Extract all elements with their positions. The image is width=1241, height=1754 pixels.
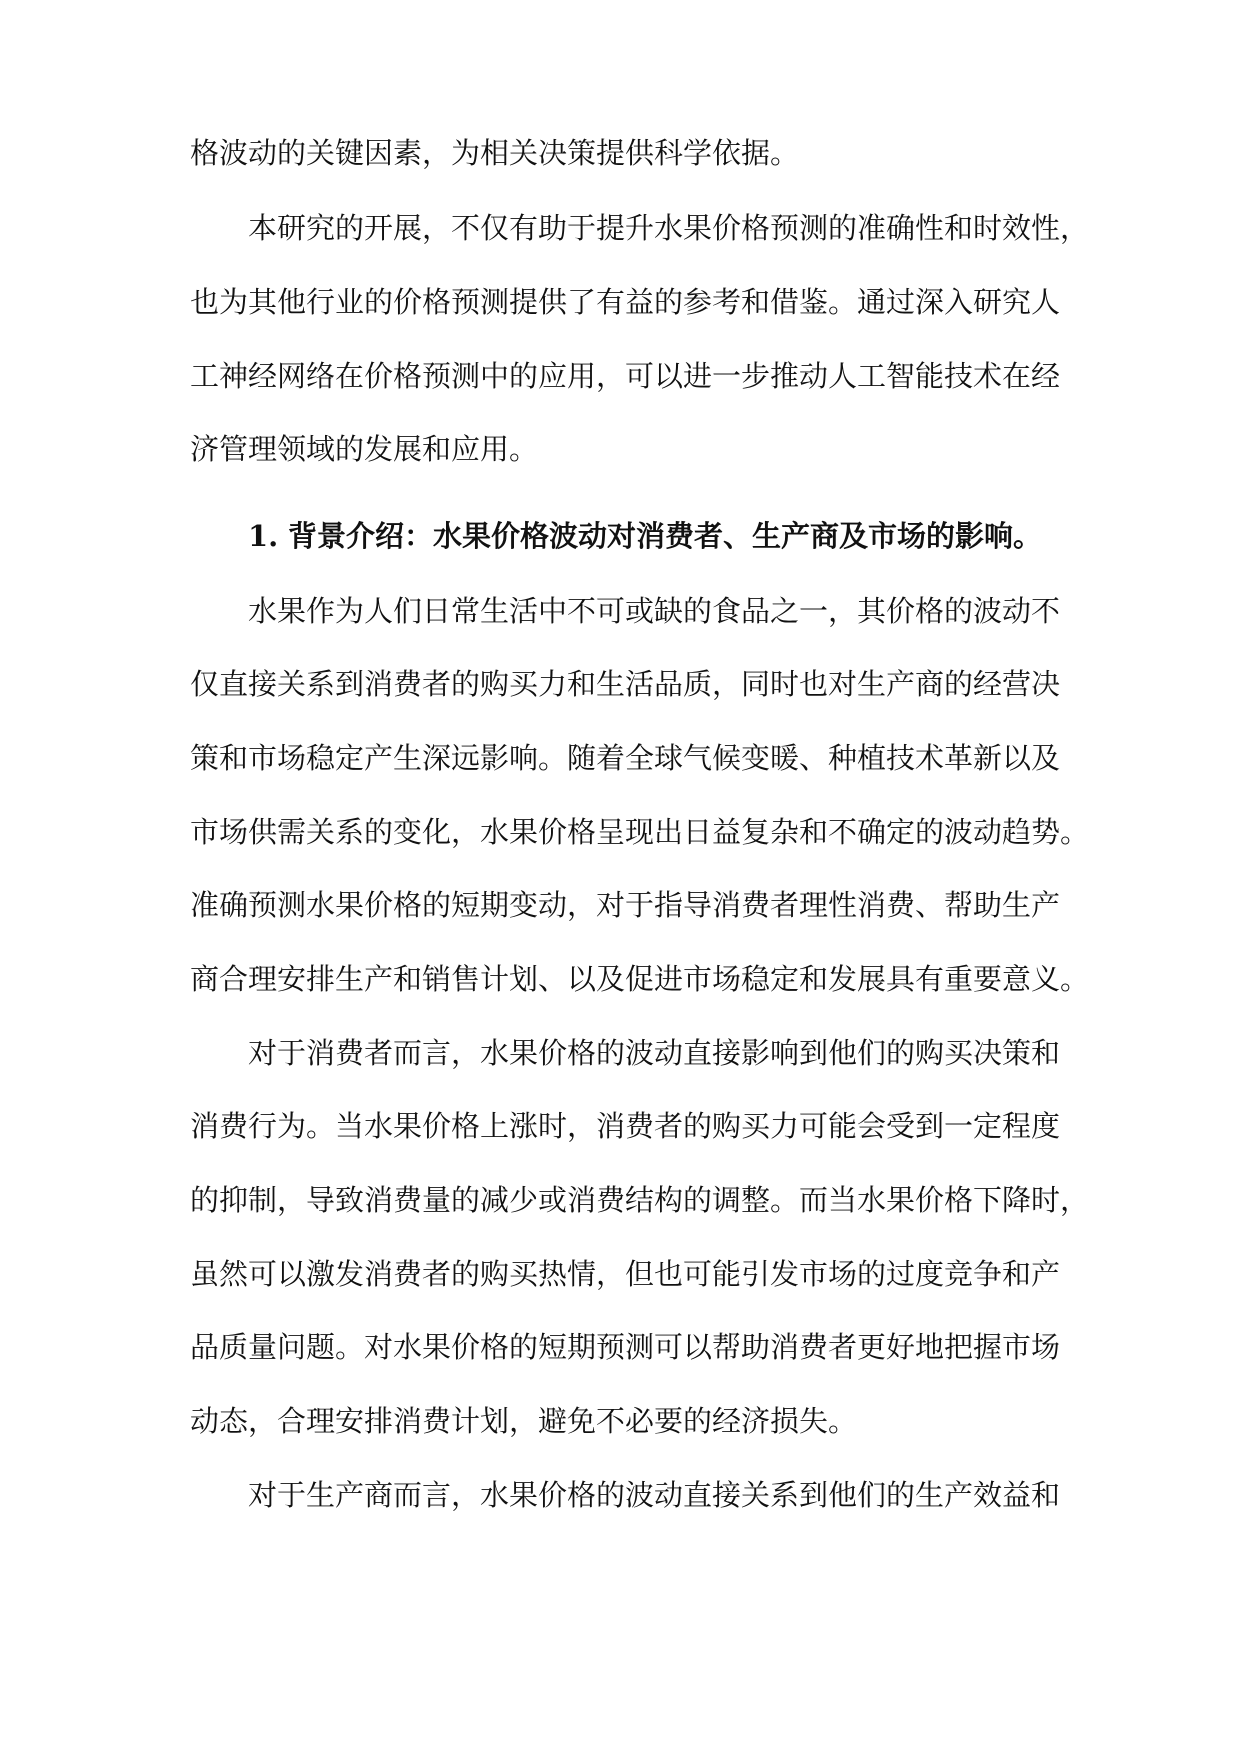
paragraph-line: 商合理安排生产和销售计划、以及促进市场稳定和发展具有重要意义。: [190, 962, 1090, 996]
paragraph-line: 动态，合理安排消费计划，避免不必要的经济损失。: [190, 1404, 858, 1438]
paragraph-line: 虽然可以激发消费者的购买热情，但也可能引发市场的过度竞争和产: [190, 1257, 1061, 1291]
paragraph-line: 策和市场稳定产生深远影响。随着全球气候变暖、种植技术革新以及: [190, 741, 1061, 775]
intro-continuation-line: 格波动的关键因素，为相关决策提供科学依据。: [190, 136, 800, 170]
paragraph-line: 品质量问题。对水果价格的短期预测可以帮助消费者更好地把握市场: [190, 1330, 1061, 1364]
paragraph-line: 仅直接关系到消费者的购买力和生活品质，同时也对生产商的经营决: [190, 667, 1061, 701]
paragraph-line: 消费行为。当水果价格上涨时，消费者的购买力可能会受到一定程度: [190, 1109, 1061, 1143]
paragraph-line: 也为其他行业的价格预测提供了有益的参考和借鉴。通过深入研究人: [190, 285, 1061, 319]
paragraph-line: 工神经网络在价格预测中的应用，可以进一步推动人工智能技术在经: [190, 359, 1061, 393]
paragraph-line: 的抑制，导致消费量的减少或消费结构的调整。而当水果价格下降时，: [190, 1183, 1090, 1217]
paragraph-line: 本研究的开展，不仅有助于提升水果价格预测的准确性和时效性，: [248, 211, 1090, 245]
section-number: 1.: [248, 519, 279, 553]
paragraph-line: 准确预测水果价格的短期变动，对于指导消费者理性消费、帮助生产: [190, 888, 1061, 922]
paragraph-line: 对于生产商而言，水果价格的波动直接关系到他们的生产效益和: [248, 1478, 1061, 1512]
paragraph-line: 济管理领域的发展和应用。: [190, 432, 539, 466]
paragraph-line: 对于消费者而言，水果价格的波动直接影响到他们的购买决策和: [248, 1036, 1061, 1070]
section-heading: [248, 500, 1058, 572]
paragraph-line: 水果作为人们日常生活中不可或缺的食品之一，其价格的波动不: [248, 594, 1061, 628]
section-title: 背景介绍：水果价格波动对消费者、生产商及市场的影响。: [288, 519, 1043, 553]
paragraph-line: 市场供需关系的变化，水果价格呈现出日益复杂和不确定的波动趋势。: [190, 815, 1090, 849]
